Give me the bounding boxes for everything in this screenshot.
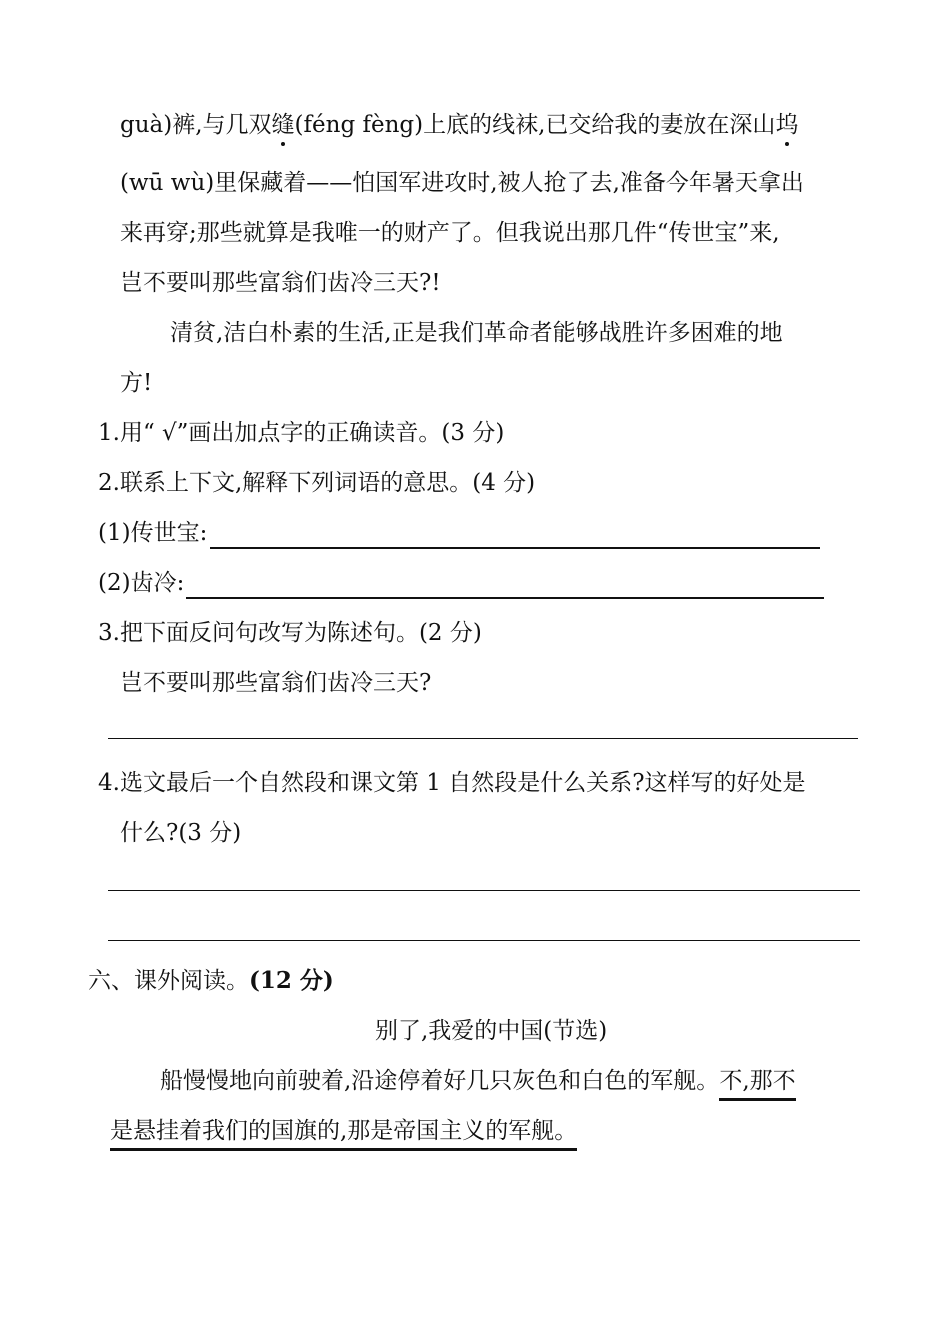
underlined-sentence-start: 不,那不 — [719, 1068, 795, 1101]
underlined-sentence-end: 是悬挂着我们的国旗的,那是帝国主义的军舰。 — [110, 1118, 577, 1151]
reading-title: 别了,我爱的中国(节选) — [375, 1018, 608, 1044]
passage-line-3: 来再穿;那些就算是我唯一的财产了。但我说出那几件“传世宝”来, — [120, 220, 780, 246]
dotted-char-wu: 坞 — [775, 112, 799, 138]
question-2-item-2: (2)齿冷: — [98, 570, 185, 596]
answer-line-4-1[interactable] — [108, 890, 860, 891]
section-6-heading — [88, 966, 334, 996]
passage-line-5: 清贫,洁白朴素的生活,正是我们革命者能够战胜许多困难的地 — [170, 320, 783, 346]
answer-line-3[interactable] — [108, 738, 858, 739]
passage-line-1-middle: (féng fèng)上底的线袜,已交给我的妻放在深山 — [294, 112, 776, 138]
dotted-char-feng: 缝 — [271, 112, 295, 138]
question-4-line-2: 什么?(3 分) — [120, 820, 242, 846]
section-6-title: 六、课外阅读。 — [88, 968, 249, 994]
passage-line-6: 方! — [120, 370, 153, 396]
passage-line-4: 岂不要叫那些富翁们齿冷三天?! — [120, 270, 441, 296]
passage-line-1 — [120, 110, 798, 140]
question-4-line-1: 4.选文最后一个自然段和课文第 1 自然段是什么关系?这样写的好处是 — [98, 770, 806, 796]
question-2-item-1: (1)传世宝: — [98, 520, 208, 546]
section-6-score: (12 分) — [249, 967, 334, 994]
answer-line-2-1[interactable] — [210, 547, 820, 549]
question-3-sentence: 岂不要叫那些富翁们齿冷三天? — [120, 670, 432, 696]
passage-line-2: (wū wù)里保藏着——怕国军进攻时,被人抢了去,准备今年暑天拿出 — [120, 170, 804, 196]
reading-text: 船慢慢地向前驶着,沿途停着好几只灰色和白色的军舰。 — [160, 1068, 720, 1094]
question-2: 2.联系上下文,解释下列词语的意思。(4 分) — [98, 470, 536, 496]
reading-paragraph-line-2 — [110, 1116, 577, 1146]
question-3: 3.把下面反问句改写为陈述句。(2 分) — [98, 620, 482, 646]
passage-line-1-start: guà)裤,与几双 — [120, 112, 272, 138]
reading-paragraph-line-1 — [160, 1066, 796, 1096]
answer-line-2-2[interactable] — [186, 597, 824, 599]
answer-line-4-2[interactable] — [108, 940, 860, 941]
question-1: 1.用“ √”画出加点字的正确读音。(3 分) — [98, 420, 505, 446]
